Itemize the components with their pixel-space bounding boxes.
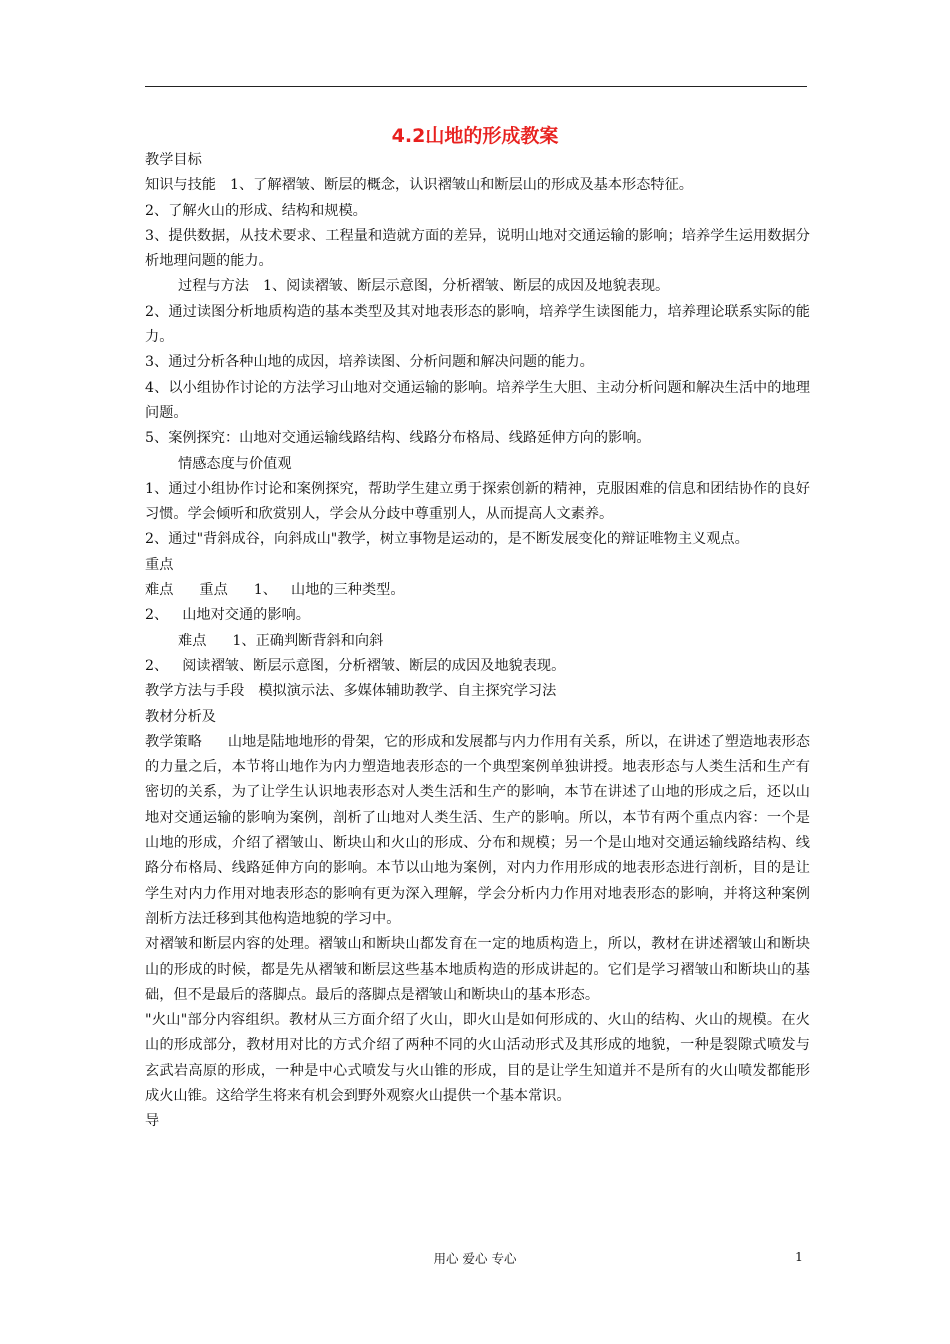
paragraph: 2、了解火山的形成、结构和规模。: [145, 202, 367, 219]
text: 山地是陆地地形的骨架，它的形成和发展都与内力作用有关系，所以，在讲述了塑造地表形态的力量之后，本节将山地作为内力塑造地表形态的一个典型案例单独讲授。地表形态与人类生活和生产有密切的关系，为了让学生认识地表形态对人类生活和生产的影响，本节在讲述了山地的形成之后，还以山地对交通运输的影响为案例，剖析了山地对人类生活、生产的影响。所以，本节有两个重点内容：一个是山地的形成，介绍了褶皱山、断块山和火山的形成、分布和规模；另一个是山地对交通运输线路结构、线路分布格局、线路延伸方向的影响。本节以山地为案例，对内力作用形成的地表形态进行剖析，目的是让学生对内力作用对地表形态的影响有更为深入理解，学会分析内力作用对地表形态的影响，并将这种案例剖析方法迁移到其他构造地貌的学习中。: [145, 733, 810, 927]
paragraph: 3、提供数据，从技术要求、工程量和造就方面的差异，说明山地对交通运输的影响；培养学生运用数据分析地理问题的能力。: [145, 227, 810, 270]
label-strategy: 教学策略: [145, 733, 202, 750]
text: 山地对交通的影响。: [182, 607, 310, 624]
label-difficulty: 难点: [145, 582, 174, 599]
text: 模拟演示法、多媒体辅助教学、自主探究学习法: [258, 683, 557, 700]
paragraph: 对褶皱和断层内容的处理。褶皱山和断块山都发育在一定的地质构造上，所以，教材在讲述褶皱山和断块山的形成的时候，都是先从褶皱和断层这些基本地质构造的形成讲起的。它们是学习褶皱山和断块山的基础，但不是最后的落脚点。最后的落脚点是褶皱山和断块山的基本形态。: [145, 936, 810, 1003]
label-knowledge: 知识与技能: [145, 177, 216, 194]
paragraph: 3、通过分析各种山地的成因，培养读图、分析问题和解决问题的能力。: [145, 354, 594, 371]
text: 阅读褶皱、断层示意图，分析褶皱、断层的成因及地貌表现。: [182, 657, 566, 674]
header-rule: [145, 86, 807, 87]
paragraph: 导: [145, 1113, 160, 1130]
label-process: 过程与方法: [178, 278, 249, 295]
text: 1、了解褶皱、断层的概念，认识褶皱山和断层山的形成及基本形态特征。: [229, 177, 693, 194]
paragraph: [145, 603, 810, 628]
text: 1、正确判断背斜和向斜: [232, 632, 384, 649]
paragraph: [145, 578, 810, 603]
paragraph: "火山"部分内容组织。教材从三方面介绍了火山，即火山是如何形成的、火山的结构、火山的规模。在火山的形成部分，教材用对比的方式介绍了两种不同的火山活动形式及其形成的地貌，一种是裂隙式喷发与玄武岩高原的形成，一种是中心式喷发与火山锥的形成，目的是让学生知道并不是所有的火山喷发都能形成火山锥。这给学生将来有机会到野外观察火山提供一个基本常识。: [145, 1012, 810, 1104]
text: 1、阅读褶皱、断层示意图，分析褶皱、断层的成因及地貌表现。: [262, 278, 670, 295]
label-methods: 教学方法与手段: [145, 683, 245, 700]
paragraph: 1、通过小组协作讨论和案例探究，帮助学生建立勇于探索创新的精神，克服困难的信息和团结协作的良好习惯。学会倾听和欣赏别人，学会从分歧中尊重别人，从而提高人文素养。: [145, 480, 810, 523]
text: 2、: [145, 657, 169, 674]
label-attitude: 情感态度与价值观: [178, 455, 292, 472]
section-heading-analysis: 教材分析及: [145, 708, 216, 725]
paragraph: [145, 629, 810, 654]
paragraph: [145, 679, 810, 704]
paragraph: 2、通过"背斜成谷，向斜成山"教学，树立事物是运动的，是不断发展变化的辩证唯物主义观点。: [145, 531, 749, 548]
page-title: 4.2山地的形成教案: [391, 125, 559, 147]
section-heading-objectives: 教学目标: [145, 152, 202, 168]
footer-slogan: 用心 爱心 专心: [433, 1251, 517, 1266]
paragraph: [145, 173, 810, 198]
label-key: 重点: [199, 582, 228, 599]
paragraph: 5、案例探究：山地对交通运输线路结构、线路分布格局、线路延伸方向的影响。: [145, 430, 651, 447]
paragraph: 4、以小组协作讨论的方法学习山地对交通运输的影响。培养学生大胆、主动分析问题和解决生活中的地理问题。: [145, 379, 810, 421]
section-heading-key-points: 重点: [145, 556, 174, 573]
text: 山地的三种类型。: [291, 582, 405, 599]
paragraph: [145, 730, 810, 932]
label-difficulty: 难点: [178, 632, 207, 649]
text: 1、: [253, 582, 277, 599]
document-body: [145, 148, 810, 1135]
paragraph: [145, 654, 810, 679]
paragraph: [145, 274, 810, 299]
text: 2、: [145, 607, 169, 624]
paragraph: 2、通过读图分析地质构造的基本类型及其对地表形态的影响，培养学生读图能力，培养理论联系实际的能力。: [145, 303, 810, 346]
page-number: 1: [795, 1249, 803, 1264]
